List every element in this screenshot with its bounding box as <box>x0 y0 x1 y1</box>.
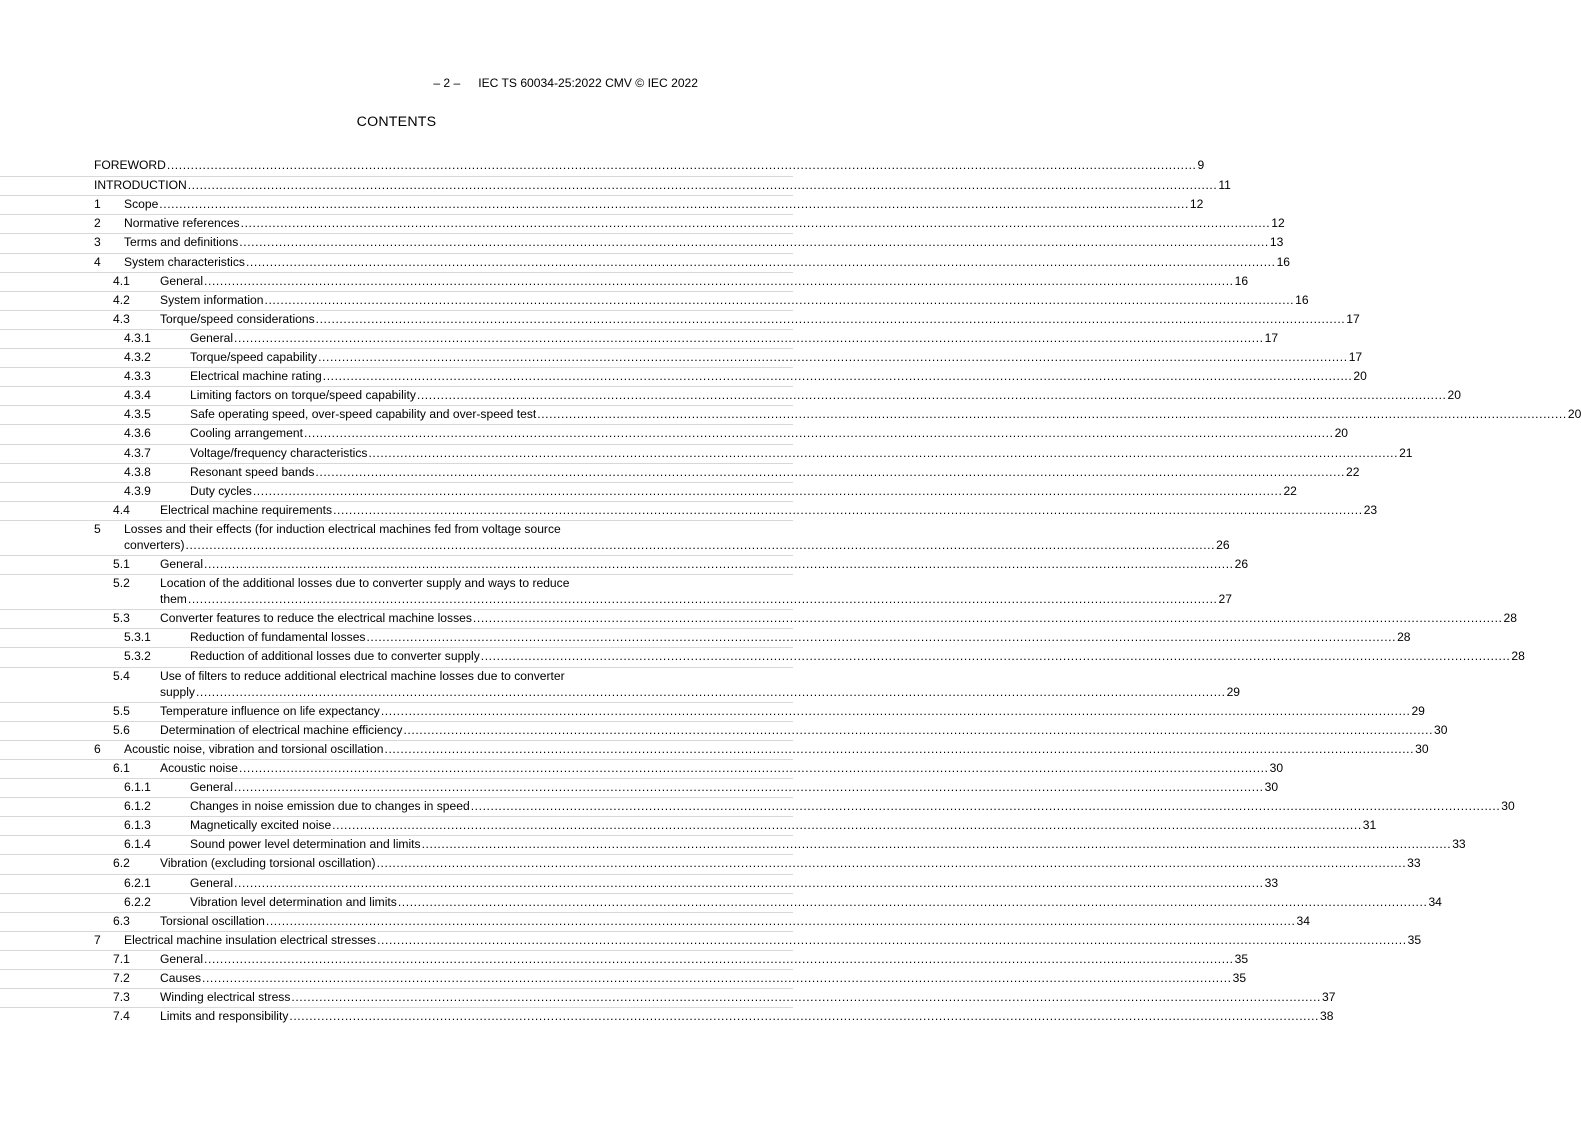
toc-entry-line <box>160 592 1232 607</box>
toc-entry[interactable] <box>0 444 1413 464</box>
toc-entry-number: 4.2 <box>113 292 130 307</box>
toc-entry-page: 30 <box>1501 799 1515 814</box>
toc-entry[interactable] <box>0 835 1466 855</box>
toc-entry[interactable] <box>0 463 1360 483</box>
toc-entry-number: 6.2.1 <box>124 875 151 890</box>
toc-entry[interactable] <box>0 759 1284 779</box>
toc-entry-page: 16 <box>1276 254 1291 269</box>
toc-entry-page: 23 <box>1363 502 1378 517</box>
toc-entry-page: 34 <box>1428 894 1442 909</box>
toc-entry-line <box>190 407 1581 422</box>
toc-entry-page: 21 <box>1399 445 1413 460</box>
toc-entry-title: Causes <box>160 971 202 985</box>
toc-entry[interactable] <box>0 367 1367 387</box>
toc-entry-title: Limits and responsibility <box>160 1009 289 1024</box>
toc-entry-title: Torque/speed capability <box>190 350 318 364</box>
toc-entry-line <box>124 932 1422 948</box>
toc-entry-number: 6.1.3 <box>124 818 151 833</box>
toc-entry-page: 12 <box>1271 216 1285 231</box>
toc-entry-title: System characteristics <box>124 254 245 269</box>
toc-entry-number: 4.3 <box>113 311 130 326</box>
toc-entry[interactable] <box>0 816 1377 836</box>
toc-entry-line <box>124 235 1284 250</box>
toc-entry-title: INTRODUCTION <box>94 178 187 193</box>
toc-entry-page: 26 <box>1216 537 1230 552</box>
toc-entry-line <box>124 741 1429 757</box>
toc-entry-title: General <box>160 557 204 571</box>
toc-entry-number: 7.3 <box>113 990 130 1005</box>
toc-entry-title: General <box>190 330 234 345</box>
toc-entry-line <box>190 350 1363 365</box>
toc-entry-page: 9 <box>1197 158 1205 172</box>
toc-entry-number: 6.2.2 <box>124 894 151 909</box>
toc-entry-number: 4.1 <box>113 273 130 288</box>
toc-entry[interactable] <box>0 272 1249 292</box>
toc-leader-dots: .................................................................................................................................................................................................................................................................... <box>472 611 1503 626</box>
toc-leader-dots: .................................................................................................................................................................................................................................................................... <box>303 426 1334 441</box>
toc-entry-title: General <box>160 951 204 966</box>
toc-entry-page: 26 <box>1234 557 1249 571</box>
toc-entry-number: 4.4 <box>113 502 130 517</box>
toc-entry-title: Torque/speed considerations <box>160 311 315 326</box>
toc-entry-page: 33 <box>1407 856 1421 871</box>
toc-entry-title-continuation: supply <box>160 684 195 699</box>
toc-entry-page: 28 <box>1503 611 1517 626</box>
toc-leader-dots: .................................................................................................................................................................................................................................................................... <box>333 502 1363 517</box>
toc-entry[interactable] <box>0 778 1279 798</box>
toc-entry-line <box>124 216 1285 231</box>
toc-entry[interactable] <box>0 628 1411 648</box>
toc-entry-line <box>190 649 1525 664</box>
toc-leader-dots: .................................................................................................................................................................................................................................................................... <box>264 292 1295 307</box>
toc-entry[interactable] <box>0 482 1297 502</box>
toc-entry-number: 4.3.7 <box>124 445 151 460</box>
toc-entry-number: 5.3.1 <box>124 630 151 645</box>
toc-entry[interactable] <box>0 253 1291 273</box>
toc-entry[interactable] <box>0 702 1425 722</box>
toc-entry-page: 30 <box>1415 741 1429 756</box>
toc-entry-number: 6 <box>94 741 101 756</box>
toc-entry-line <box>190 388 1461 403</box>
toc-entry-title: Scope <box>124 197 159 212</box>
toc-entry-title: Changes in noise emission due to changes in speed <box>190 799 470 814</box>
toc-entry-line <box>160 311 1360 327</box>
toc-entry-title: System information <box>160 292 264 307</box>
toc-entry-line <box>160 913 1310 929</box>
toc-entry-page: 35 <box>1232 971 1247 985</box>
toc-entry-line <box>124 254 1291 270</box>
toc-entry-line <box>190 464 1360 480</box>
toc-entry-number: 4.3.1 <box>124 330 151 345</box>
toc-entry-line <box>160 557 1249 572</box>
toc-entry-number: 7.4 <box>113 1009 130 1024</box>
toc-entry-line <box>94 178 1231 193</box>
toc-entry-page: 17 <box>1346 311 1360 326</box>
toc-entry-line <box>160 273 1249 289</box>
toc-leader-dots: .................................................................................................................................................................................................................................................................... <box>159 197 1189 212</box>
toc-entry-line <box>190 818 1377 833</box>
toc-entry-line <box>160 990 1336 1005</box>
toc-entry[interactable] <box>0 609 1517 629</box>
toc-entry-page: 34 <box>1296 913 1310 928</box>
toc-entry[interactable] <box>0 405 1581 425</box>
toc-entry-number: 6.1 <box>113 760 130 775</box>
toc-leader-dots: .................................................................................................................................................................................................................................................................... <box>202 971 1232 985</box>
toc-entry-page: 31 <box>1362 818 1377 833</box>
toc-entry-number: 5.1 <box>113 557 130 571</box>
toc-entry-page: 17 <box>1348 350 1363 364</box>
toc-entry-page: 29 <box>1411 703 1425 718</box>
toc-entry-title: Location of the additional losses due to converter supply and ways to reduce <box>160 576 570 591</box>
toc-entry-title: Acoustic noise, vibration and torsional oscillation <box>124 741 384 756</box>
toc-entry-number: 5.3.2 <box>124 649 151 664</box>
toc-entry-title-continuation: them <box>160 592 187 607</box>
toc-entry-number: 4.3.9 <box>124 483 151 498</box>
toc-entry-title: Torsional oscillation <box>160 913 265 928</box>
toc-entry-number: 6.1.1 <box>124 780 151 794</box>
toc-entry-line <box>190 630 1411 645</box>
toc-entry-page: 37 <box>1322 990 1336 1005</box>
toc-entry-title: Normative references <box>124 216 240 231</box>
toc-entry-number: 1 <box>94 197 101 212</box>
toc-entry-title: Winding electrical stress <box>160 990 291 1005</box>
toc-leader-dots: .................................................................................................................................................................................................................................................................... <box>195 684 1226 699</box>
toc-entry[interactable] <box>0 574 1232 610</box>
toc-entry[interactable] <box>0 329 1279 349</box>
toc-entry-title: General <box>190 780 234 794</box>
toc-entry-title: Vibration level determination and limits <box>190 894 397 909</box>
toc-entry-line <box>190 894 1442 910</box>
toc-entry-number: 2 <box>94 216 101 231</box>
toc-leader-dots: .................................................................................................................................................................................................................................................................... <box>470 799 1501 814</box>
toc-entry-line <box>160 684 1241 700</box>
toc-entry[interactable] <box>0 291 1309 311</box>
toc-entry[interactable] <box>0 501 1378 521</box>
toc-entry-line <box>160 856 1421 871</box>
toc-entry-title: Electrical machine insulation electrical stresses <box>124 932 377 947</box>
toc-entry-line <box>160 971 1247 986</box>
toc-entry-title: Use of filters to reduce additional electrical machine losses due to converter <box>160 668 565 683</box>
toc-entry-page: 35 <box>1234 951 1249 966</box>
document-id: IEC TS 60034-25:2022 CMV © IEC 2022 <box>478 76 698 90</box>
toc-entry-number: 4.3.6 <box>124 426 151 441</box>
toc-entry-page: 27 <box>1218 592 1232 607</box>
toc-entry-page: 28 <box>1511 649 1525 664</box>
toc-entry-title: Duty cycles <box>190 483 252 498</box>
toc-entry-number: 5.2 <box>113 576 130 591</box>
toc-entry-page: 20 <box>1567 407 1581 422</box>
toc-entry-line <box>190 483 1297 499</box>
toc-entry-title: Magnetically excited noise <box>190 818 332 833</box>
toc-entry-page: 22 <box>1346 464 1360 479</box>
toc-entry[interactable] <box>0 195 1204 215</box>
toc-leader-dots: .................................................................................................................................................................................................................................................................... <box>397 894 1428 909</box>
toc-entry[interactable] <box>0 176 1231 196</box>
toc-entry-number: 4.3.4 <box>124 388 151 403</box>
toc-entry-title: Temperature influence on life expectancy <box>160 703 380 718</box>
toc-entry-number: 6.1.4 <box>124 837 151 852</box>
toc-entry-line <box>190 837 1466 852</box>
toc-leader-dots: .................................................................................................................................................................................................................................................................... <box>166 158 1197 172</box>
toc-entry-line <box>190 875 1279 891</box>
toc-entry-line <box>190 780 1279 795</box>
toc-leader-dots: .................................................................................................................................................................................................................................................................... <box>322 369 1353 384</box>
toc-entry-title: Reduction of fundamental losses <box>190 630 366 645</box>
toc-leader-dots: .................................................................................................................................................................................................................................................................... <box>291 990 1321 1005</box>
toc-leader-dots: .................................................................................................................................................................................................................................................................... <box>187 592 1218 607</box>
toc-entry-line <box>190 369 1367 384</box>
toc-entry[interactable] <box>0 555 1249 575</box>
toc-entry-number: 3 <box>94 235 101 250</box>
toc-entry-title: Sound power level determination and limits <box>190 837 421 852</box>
toc-leader-dots: .................................................................................................................................................................................................................................................................... <box>238 760 1269 775</box>
toc-entry-page: 17 <box>1264 330 1279 345</box>
toc-entry-page: 33 <box>1264 875 1279 890</box>
toc-entry[interactable] <box>0 950 1249 970</box>
toc-entry-title: Electrical machine requirements <box>160 502 333 517</box>
toc-entry-title: Limiting factors on torque/speed capability <box>190 388 416 403</box>
toc-leader-dots: .................................................................................................................................................................................................................................................................... <box>368 445 1399 460</box>
toc-entry-page: 12 <box>1189 197 1204 212</box>
toc-entry-line <box>160 502 1378 518</box>
toc-entry-page: 20 <box>1334 426 1349 441</box>
toc-entry[interactable] <box>0 233 1284 253</box>
toc-leader-dots: .................................................................................................................................................................................................................................................................... <box>234 780 1264 794</box>
toc-entry[interactable] <box>0 386 1461 406</box>
toc-entry-page: 30 <box>1264 780 1279 794</box>
toc-entry[interactable] <box>0 969 1247 989</box>
toc-leader-dots: .................................................................................................................................................................................................................................................................... <box>366 630 1397 645</box>
toc-entry-title: General <box>190 875 234 890</box>
toc-entry-page: 28 <box>1397 630 1411 645</box>
toc-entry-number: 6.2 <box>113 856 130 871</box>
toc-entry-page: 30 <box>1269 760 1284 775</box>
toc-entry-first-line <box>124 522 561 537</box>
toc-leader-dots: .................................................................................................................................................................................................................................................................... <box>318 350 1348 364</box>
toc-entry[interactable] <box>0 348 1363 368</box>
toc-entry-page: 29 <box>1226 684 1241 699</box>
toc-leader-dots: .................................................................................................................................................................................................................................................................... <box>240 216 1271 231</box>
toc-entry-page: 13 <box>1269 235 1284 250</box>
toc-leader-dots: .................................................................................................................................................................................................................................................................... <box>403 722 1434 737</box>
toc-entry-line <box>190 426 1349 441</box>
toc-leader-dots: .................................................................................................................................................................................................................................................................... <box>377 932 1407 947</box>
toc-entry[interactable] <box>0 740 1429 760</box>
toc-entry-title: FOREWORD <box>94 158 166 172</box>
toc-entry-page: 11 <box>1218 178 1231 193</box>
toc-entry[interactable] <box>0 988 1336 1008</box>
toc-leader-dots: .................................................................................................................................................................................................................................................................... <box>234 875 1264 890</box>
toc-leader-dots: .................................................................................................................................................................................................................................................................... <box>204 273 1234 288</box>
toc-entry-title: Reduction of additional losses due to converter supply <box>190 649 480 664</box>
toc-entry-page: 30 <box>1434 722 1448 737</box>
toc-entry-page: 20 <box>1447 388 1461 403</box>
toc-entry-number: 7.2 <box>113 971 130 985</box>
toc-entry-page: 33 <box>1452 837 1466 852</box>
toc-entry-number: 6.1.2 <box>124 799 151 814</box>
toc-entry[interactable] <box>0 310 1360 330</box>
toc-leader-dots: .................................................................................................................................................................................................................................................................... <box>384 741 1415 756</box>
toc-entry-number: 7 <box>94 932 101 947</box>
toc-entry-line <box>124 197 1204 212</box>
toc-entry-number: 5.3 <box>113 611 130 626</box>
toc-entry[interactable] <box>0 214 1285 234</box>
toc-entry-line <box>160 951 1249 967</box>
toc-entry-line <box>160 760 1284 776</box>
toc-leader-dots: .................................................................................................................................................................................................................................................................... <box>187 178 1218 193</box>
toc-entry-title: Vibration (excluding torsional oscillation) <box>160 856 376 871</box>
toc-entry-number: 7.1 <box>113 951 130 966</box>
toc-entry[interactable] <box>0 520 1230 556</box>
toc-entry-line <box>160 611 1517 626</box>
toc-entry[interactable] <box>0 667 1241 703</box>
toc-entry-number: 5 <box>94 521 101 536</box>
toc-entry-page: 38 <box>1320 1009 1334 1024</box>
toc-entry-line <box>160 292 1309 308</box>
contents-title: CONTENTS <box>356 114 437 130</box>
toc-leader-dots: .................................................................................................................................................................................................................................................................... <box>416 388 1447 403</box>
toc-entry-page: 22 <box>1283 483 1297 498</box>
toc-entry-line <box>190 799 1515 814</box>
toc-entry[interactable] <box>0 157 1205 176</box>
toc-leader-dots: .................................................................................................................................................................................................................................................................... <box>480 649 1511 664</box>
toc-entry-number: 4.3.3 <box>124 369 151 384</box>
toc-leader-dots: .................................................................................................................................................................................................................................................................... <box>332 818 1362 833</box>
toc-entry-title: Cooling arrangement <box>190 426 303 441</box>
toc-entry[interactable] <box>0 931 1422 951</box>
toc-entry[interactable] <box>0 874 1279 894</box>
toc-entry[interactable] <box>0 424 1349 444</box>
toc-leader-dots: .................................................................................................................................................................................................................................................................... <box>185 537 1216 552</box>
toc-leader-dots: .................................................................................................................................................................................................................................................................... <box>234 330 1264 345</box>
page-header <box>433 76 698 90</box>
toc-leader-dots: .................................................................................................................................................................................................................................................................... <box>252 483 1283 498</box>
toc-leader-dots: .................................................................................................................................................................................................................................................................... <box>315 464 1346 479</box>
toc-entry-title: Acoustic noise <box>160 760 238 775</box>
toc-entry-title: Terms and definitions <box>124 235 239 250</box>
toc-entry-first-line <box>160 576 569 591</box>
toc-entry-line <box>160 1009 1334 1024</box>
toc-entry-line <box>190 445 1413 461</box>
toc-leader-dots: .................................................................................................................................................................................................................................................................... <box>265 913 1296 928</box>
toc-entry-number: 5.6 <box>113 722 130 737</box>
toc-entry-number: 5.5 <box>113 703 130 718</box>
toc-entry-title: Resonant speed bands <box>190 464 315 479</box>
toc-entry[interactable] <box>0 721 1448 741</box>
toc-entry-number: 6.3 <box>113 913 130 928</box>
toc-entry-page: 16 <box>1234 273 1249 288</box>
toc-entry-title: Voltage/frequency characteristics <box>190 445 368 460</box>
toc-entry-line <box>124 537 1230 553</box>
toc-leader-dots: .................................................................................................................................................................................................................................................................... <box>289 1009 1319 1024</box>
toc-entry[interactable] <box>0 893 1442 913</box>
toc-entry-number: 5.4 <box>113 668 130 683</box>
page-number: – 2 – <box>433 76 461 90</box>
toc-entry-number: 4.3.5 <box>124 407 151 422</box>
toc-entry-number: 4.3.2 <box>124 350 151 364</box>
toc-entry-title: Losses and their effects (for induction electrical machines fed from voltage source <box>124 521 561 536</box>
toc-entry-number: 4 <box>94 254 101 269</box>
toc-entry-line <box>94 158 1205 173</box>
toc-entry-title: Electrical machine rating <box>190 369 322 384</box>
toc-entry-first-line <box>160 669 565 684</box>
toc-entry-title: Converter features to reduce the electrical machine losses <box>160 611 472 626</box>
toc-entry-title: Determination of electrical machine efficiency <box>160 722 403 737</box>
toc-leader-dots: .................................................................................................................................................................................................................................................................... <box>245 254 1276 269</box>
toc-entry-line <box>160 703 1425 719</box>
toc-entry-page: 16 <box>1295 292 1309 307</box>
toc-leader-dots: .................................................................................................................................................................................................................................................................... <box>204 557 1234 571</box>
toc-entry-page: 35 <box>1407 932 1422 947</box>
toc-leader-dots: .................................................................................................................................................................................................................................................................... <box>376 856 1407 871</box>
toc-leader-dots: .................................................................................................................................................................................................................................................................... <box>421 837 1452 852</box>
toc-entry[interactable] <box>0 647 1525 667</box>
toc-entry[interactable] <box>0 1007 1334 1027</box>
toc-entry[interactable] <box>0 797 1515 817</box>
toc-leader-dots: .................................................................................................................................................................................................................................................................... <box>380 703 1411 718</box>
toc-leader-dots: .................................................................................................................................................................................................................................................................... <box>239 235 1269 250</box>
toc-entry[interactable] <box>0 854 1421 874</box>
toc-entry-line <box>160 722 1448 738</box>
toc-leader-dots: .................................................................................................................................................................................................................................................................... <box>537 407 1567 422</box>
toc-leader-dots: .................................................................................................................................................................................................................................................................... <box>315 311 1346 326</box>
toc-entry-number: 4.3.8 <box>124 464 151 479</box>
toc-entry-title: General <box>160 273 204 288</box>
toc-entry-line <box>190 330 1279 346</box>
toc-entry[interactable] <box>0 912 1310 932</box>
toc-entry-page: 20 <box>1353 369 1367 384</box>
toc-entry-title: Safe operating speed, over-speed capability and over-speed test <box>190 407 537 422</box>
toc-leader-dots: .................................................................................................................................................................................................................................................................... <box>204 951 1234 966</box>
toc-entry-title-continuation: converters) <box>124 537 185 552</box>
